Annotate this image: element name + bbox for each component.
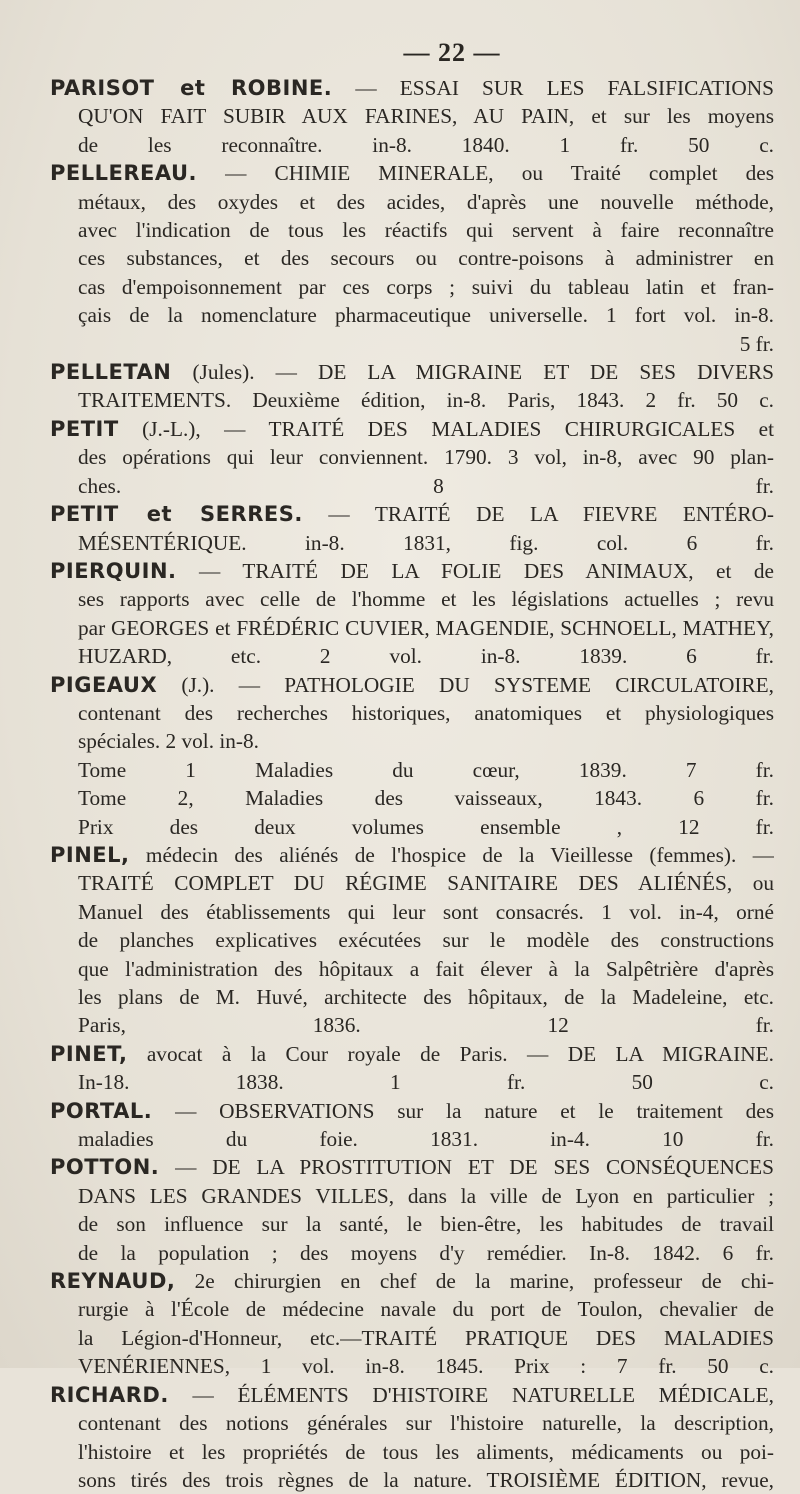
entry-line xyxy=(50,926,774,954)
entry-line xyxy=(50,74,774,102)
entry-line xyxy=(50,273,774,301)
entry-text: maladies du foie. 1831. in-4. 10 fr. xyxy=(78,1127,774,1152)
entry-text: — CHIMIE MINERALE, ou Traité complet des xyxy=(225,161,774,186)
entry-line xyxy=(50,1210,774,1238)
entry-line xyxy=(50,1153,774,1181)
catalogue-entry-richard xyxy=(50,1381,774,1494)
entry-line xyxy=(50,330,774,358)
entry-text: VENÉRIENNES, 1 vol. in-8. 1845. Prix : 7 fr. 50 c. xyxy=(78,1354,774,1379)
entry-author: REYNAUD, xyxy=(50,1269,176,1294)
entry-line xyxy=(50,1125,774,1153)
entry-author: PETIT xyxy=(50,416,119,441)
entry-text: TRAITEMENTS. Deuxième édition, in-8. Paris, 1843. 2 fr. 50 c. xyxy=(78,388,774,413)
entry-line xyxy=(50,983,774,1011)
entry-text: ces substances, et des secours ou contre-poisons à administrer en xyxy=(78,246,774,271)
entry-author: RICHARD. xyxy=(50,1382,169,1407)
entry-text: ses rapports avec celle de l'homme et les législations actuelles ; revu xyxy=(78,587,774,612)
entry-line xyxy=(50,869,774,897)
volume-line: Tome 1 Maladies du cœur, 1839. 7 fr. xyxy=(78,757,774,782)
catalogue-entry-parisot xyxy=(50,74,774,159)
entry-line xyxy=(50,301,774,329)
entry-author: PARISOT et ROBINE. xyxy=(50,76,333,100)
entry-line xyxy=(50,1295,774,1323)
catalogue-entry-pellereau xyxy=(50,159,774,358)
catalogue-entry-pelletan xyxy=(50,358,774,415)
entry-line xyxy=(50,841,774,869)
entry-line xyxy=(50,1352,774,1380)
entry-line xyxy=(50,131,774,159)
entry-line xyxy=(50,1466,774,1494)
entry-text: çais de la nomenclature pharmaceutique universelle. 1 fort vol. in-8. xyxy=(78,303,774,328)
catalogue-entry-portal xyxy=(50,1097,774,1154)
entry-text: l'histoire et les propriétés de tous les aliments, médicaments ou poi- xyxy=(78,1439,774,1464)
entry-line xyxy=(50,1182,774,1210)
entry-text: les plans de M. Huvé, architecte des hôpitaux, de la Madeleine, etc. xyxy=(78,985,774,1009)
entry-text: TRAITÉ COMPLET DU RÉGIME SANITAIRE DES ALIÉNÉS, ou xyxy=(78,871,774,896)
entry-text: de son influence sur la santé, le bien-être, les habitudes de travail xyxy=(78,1212,774,1237)
entry-line xyxy=(50,557,774,585)
entry-text: — ÉLÉMENTS D'HISTOIRE NATURELLE MÉDICALE, xyxy=(192,1382,774,1407)
entry-line xyxy=(50,898,774,926)
catalogue-entry-reynaud xyxy=(50,1267,774,1381)
entry-text: la Légion-d'Honneur, etc.—TRAITÉ PRATIQUE DES MALADIES xyxy=(78,1325,774,1350)
entry-text: QU'ON FAIT SUBIR AUX FARINES, AU PAIN, et sur les moyens xyxy=(78,104,774,129)
entry-text: que l'administration des hôpitaux a fait élever à la Salpêtrière d'après xyxy=(78,956,774,981)
entry-author: PIERQUIN. xyxy=(50,558,177,583)
page-number: — 22 — xyxy=(403,38,501,67)
entry-text: sons tirés des trois règnes de la nature. TROISIÈME ÉDITION, revue, xyxy=(78,1467,774,1492)
entry-line xyxy=(50,1267,774,1295)
entry-text: — TRAITÉ DE LA FOLIE DES ANIMAUX, et de xyxy=(198,558,774,583)
entry-line xyxy=(50,1324,774,1352)
volume-list xyxy=(50,756,774,841)
entry-author: PETIT et SERRES. xyxy=(50,502,303,527)
entry-line xyxy=(50,699,774,727)
entry-text: — TRAITÉ DE LA FIEVRE ENTÉRO- xyxy=(328,502,774,527)
entry-text: de planches explicatives exécutées sur le modèle des constructions xyxy=(78,928,774,953)
volume-line: Prix des deux volumes ensemble , 12 fr. xyxy=(78,814,774,839)
entry-text: de la population ; des moyens d'y remédier. In-8. 1842. 6 fr. xyxy=(78,1240,774,1265)
entry-line xyxy=(50,415,774,443)
entry-line xyxy=(50,500,774,528)
entry-text: contenant des notions générales sur l'histoire naturelle, la description, xyxy=(78,1411,774,1436)
entry-text: Manuel des établissements qui leur sont consacrés. 1 vol. in-4, orné xyxy=(78,899,774,924)
entry-text: — ESSAI SUR LES FALSIFICATIONS xyxy=(355,76,774,100)
entry-text: MÉSENTÉRIQUE. in-8. 1831, fig. col. 6 fr. xyxy=(78,530,774,555)
catalogue-entry-pigeaux xyxy=(50,671,774,841)
entry-text: métaux, des oxydes et des acides, d'après une nouvelle méthode, xyxy=(78,189,774,214)
entry-line xyxy=(50,102,774,130)
entry-text: de les reconnaître. in-8. 1840. 1 fr. 50 c. xyxy=(78,132,774,157)
entry-text: In-18. 1838. 1 fr. 50 c. xyxy=(78,1070,774,1095)
entry-line xyxy=(50,642,774,670)
entry-line xyxy=(50,472,774,500)
entry-author: PINEL, xyxy=(50,842,130,867)
entry-line xyxy=(50,727,774,755)
entry-line xyxy=(50,358,774,386)
entry-line xyxy=(50,529,774,557)
catalogue-entry-petit-serres xyxy=(50,500,774,557)
entry-text: contenant des recherches historiques, anatomiques et physiologiques xyxy=(78,700,774,725)
entry-text: (J.). — PATHOLOGIE DU SYSTEME CIRCULATOIRE, xyxy=(181,672,774,697)
entry-line xyxy=(50,614,774,642)
entry-line xyxy=(50,1068,774,1096)
entry-line xyxy=(50,1040,774,1068)
entry-line xyxy=(50,244,774,272)
entry-author: PIGEAUX xyxy=(50,672,158,697)
entry-text: — DE LA PROSTITUTION ET DE SES CONSÉQUENCES xyxy=(175,1155,774,1180)
entry-line xyxy=(50,188,774,216)
entry-author: PELLETAN xyxy=(50,360,172,385)
entry-text: — OBSERVATIONS sur la nature et le traitement des xyxy=(175,1098,774,1123)
entry-author: PINET, xyxy=(50,1041,128,1066)
entry-line xyxy=(50,159,774,187)
entry-line xyxy=(50,671,774,699)
entry-line xyxy=(50,1011,774,1039)
entry-text: HUZARD, etc. 2 vol. in-8. 1839. 6 fr. xyxy=(78,644,774,669)
entry-text: cas d'empoisonnement par ces corps ; suivi du tableau latin et fran- xyxy=(78,274,774,299)
entry-line xyxy=(50,955,774,983)
entry-text: DANS LES GRANDES VILLES, dans la ville de Lyon en particulier ; xyxy=(78,1183,774,1208)
entry-text: 2e chirurgien en chef de la marine, professeur de chi- xyxy=(194,1269,774,1294)
entry-line xyxy=(50,1097,774,1125)
entry-line xyxy=(50,1381,774,1409)
entry-text: ches. 8 fr. xyxy=(78,473,774,498)
entry-text: avec l'indication de tous les réactifs qui servent à faire reconnaître xyxy=(78,218,774,243)
volume-line: Tome 2, Maladies des vaisseaux, 1843. 6 fr. xyxy=(78,786,774,811)
entry-text: rurgie à l'École de médecine navale du port de Toulon, chevalier de xyxy=(78,1297,774,1322)
entry-author: PORTAL. xyxy=(50,1098,153,1123)
entry-line xyxy=(50,386,774,414)
entry-text: avocat à la Cour royale de Paris. — DE LA MIGRAINE. xyxy=(146,1041,774,1066)
catalogue-entry-pierquin xyxy=(50,557,774,671)
entry-text: Paris, 1836. 12 fr. xyxy=(78,1013,774,1038)
entry-text: (Jules). — DE LA MIGRAINE ET DE SES DIVERS xyxy=(192,360,774,385)
entry-text: des opérations qui leur conviennent. 1790. 3 vol, in-8, avec 90 plan- xyxy=(78,445,774,470)
entry-line xyxy=(50,585,774,613)
entry-line xyxy=(50,443,774,471)
entry-line xyxy=(50,216,774,244)
catalogue-entry-pinet xyxy=(50,1040,774,1097)
catalogue-entry-pinel xyxy=(50,841,774,1040)
entry-text: médecin des aliénés de l'hospice de la Vieillesse (femmes). — xyxy=(145,842,774,867)
catalogue-entries xyxy=(50,74,774,1494)
entry-text: 5 fr. xyxy=(739,331,774,356)
entry-line xyxy=(50,1239,774,1267)
catalogue-entry-potton xyxy=(50,1153,774,1267)
entry-text: spéciales. 2 vol. in-8. xyxy=(78,729,259,754)
entry-text: (J.-L.), — TRAITÉ DES MALADIES CHIRURGICALES et xyxy=(142,416,774,441)
entry-text: par GEORGES et FRÉDÉRIC CUVIER, MAGENDIE, SCHNOELL, MATHEY, xyxy=(78,615,774,640)
entry-author: PELLEREAU. xyxy=(50,161,197,186)
entry-author: POTTON. xyxy=(50,1155,160,1180)
entry-line xyxy=(50,1409,774,1437)
entry-line xyxy=(50,1438,774,1466)
catalogue-entry-petit xyxy=(50,415,774,500)
